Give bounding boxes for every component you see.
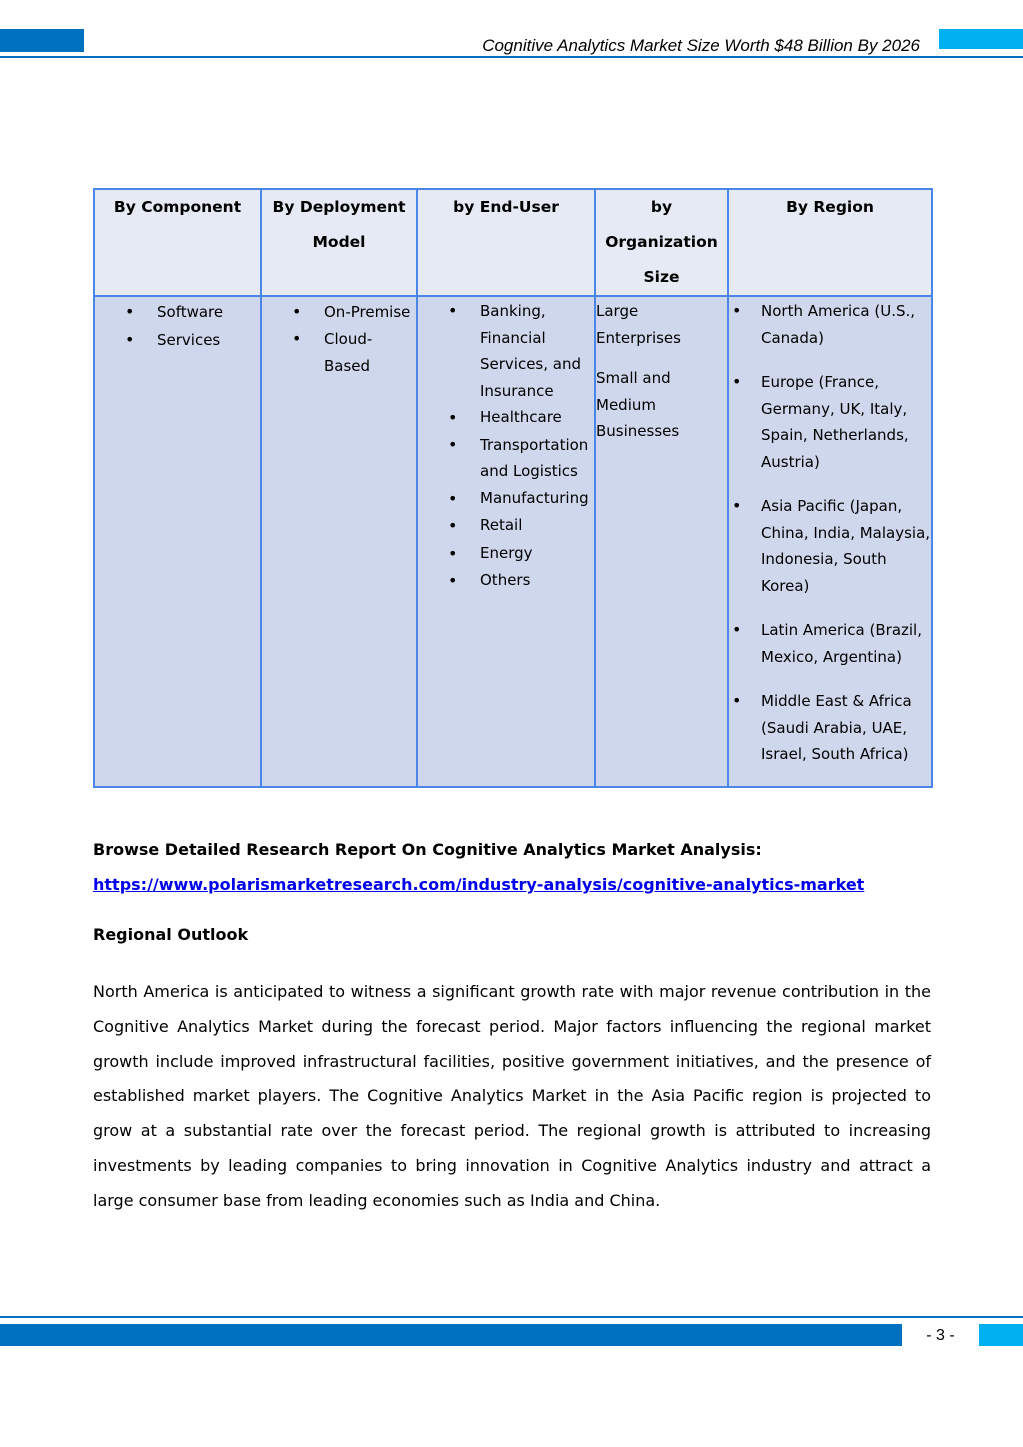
footer-accent-right <box>979 1324 1023 1346</box>
header-rule <box>0 56 1023 58</box>
header-deployment: By Deployment Model <box>261 189 417 296</box>
cell-region <box>728 296 932 787</box>
header-org-size: by Organization Size <box>595 189 728 296</box>
browse-section <box>93 832 931 902</box>
header-component: By Component <box>94 189 261 296</box>
list-item: • Healthcare <box>418 404 594 432</box>
list-item: • Transportation and Logistics <box>418 432 594 485</box>
header-accent-right <box>939 29 1023 49</box>
page-header-title: Cognitive Analytics Market Size Worth $48 Billion By 2026 <box>482 36 920 55</box>
list-item: • Services <box>95 326 260 354</box>
footer-accent-left <box>0 1324 902 1346</box>
list-item: • Manufacturing <box>418 485 594 513</box>
cell-org-size <box>595 296 728 787</box>
list-item: • North America (U.S., Canada) <box>729 298 931 351</box>
report-link[interactable]: https://www.polarismarketresearch.com/industry-analysis/cognitive-analytics-market <box>93 875 865 894</box>
list-item: • Middle East & Africa (Saudi Arabia, UAE, Israel, South Africa) <box>729 688 931 768</box>
list-item: • Others <box>418 567 594 595</box>
regional-outlook-heading: Regional Outlook <box>93 925 249 944</box>
header-end-user: by End-User <box>417 189 595 296</box>
list-item: • On-Premise <box>262 298 416 326</box>
list-item: • Europe (France, Germany, UK, Italy, Spain, Netherlands, Austria) <box>729 369 931 475</box>
list-item: • Asia Pacific (Japan, China, India, Malaysia, Indonesia, South Korea) <box>729 493 931 599</box>
list-item: • Retail <box>418 512 594 540</box>
browse-heading: Browse Detailed Research Report On Cognitive Analytics Market Analysis: <box>93 840 762 859</box>
header-region: By Region <box>728 189 932 296</box>
cell-deployment <box>261 296 417 787</box>
cell-end-user <box>417 296 595 787</box>
list-item: Large Enterprises <box>596 302 681 347</box>
segmentation-table <box>93 188 933 788</box>
page-number: - 3 - <box>926 1327 955 1344</box>
list-item: Small and Medium Businesses <box>596 369 680 440</box>
table-body-row <box>94 296 932 787</box>
list-item: • Cloud-Based <box>262 326 416 379</box>
table-header-row <box>94 189 932 296</box>
footer-rule <box>0 1316 1023 1318</box>
regional-outlook-paragraph: North America is anticipated to witness a significant growth rate with major revenue contribution in the Cognitive Analytics Market during the forecast period. Major factors influencing the regional market growth include improved infrastructural facilities, positive government initiatives, and the presence of established market players. The Cognitive Analytics Market in the Asia Pacific region is projected to grow at a substantial rate over the forecast period. The regional growth is attributed to increasing investments by leading companies to bring innovation in Cognitive Analytics industry and attract a large consumer base from leading economies such as India and China. <box>93 982 931 1210</box>
list-item: • Banking, Financial Services, and Insurance <box>418 298 594 404</box>
list-item: • Latin America (Brazil, Mexico, Argentina) <box>729 617 931 670</box>
header-accent-left <box>0 29 84 52</box>
list-item: • Software <box>95 298 260 326</box>
cell-component <box>94 296 261 787</box>
list-item: • Energy <box>418 540 594 568</box>
